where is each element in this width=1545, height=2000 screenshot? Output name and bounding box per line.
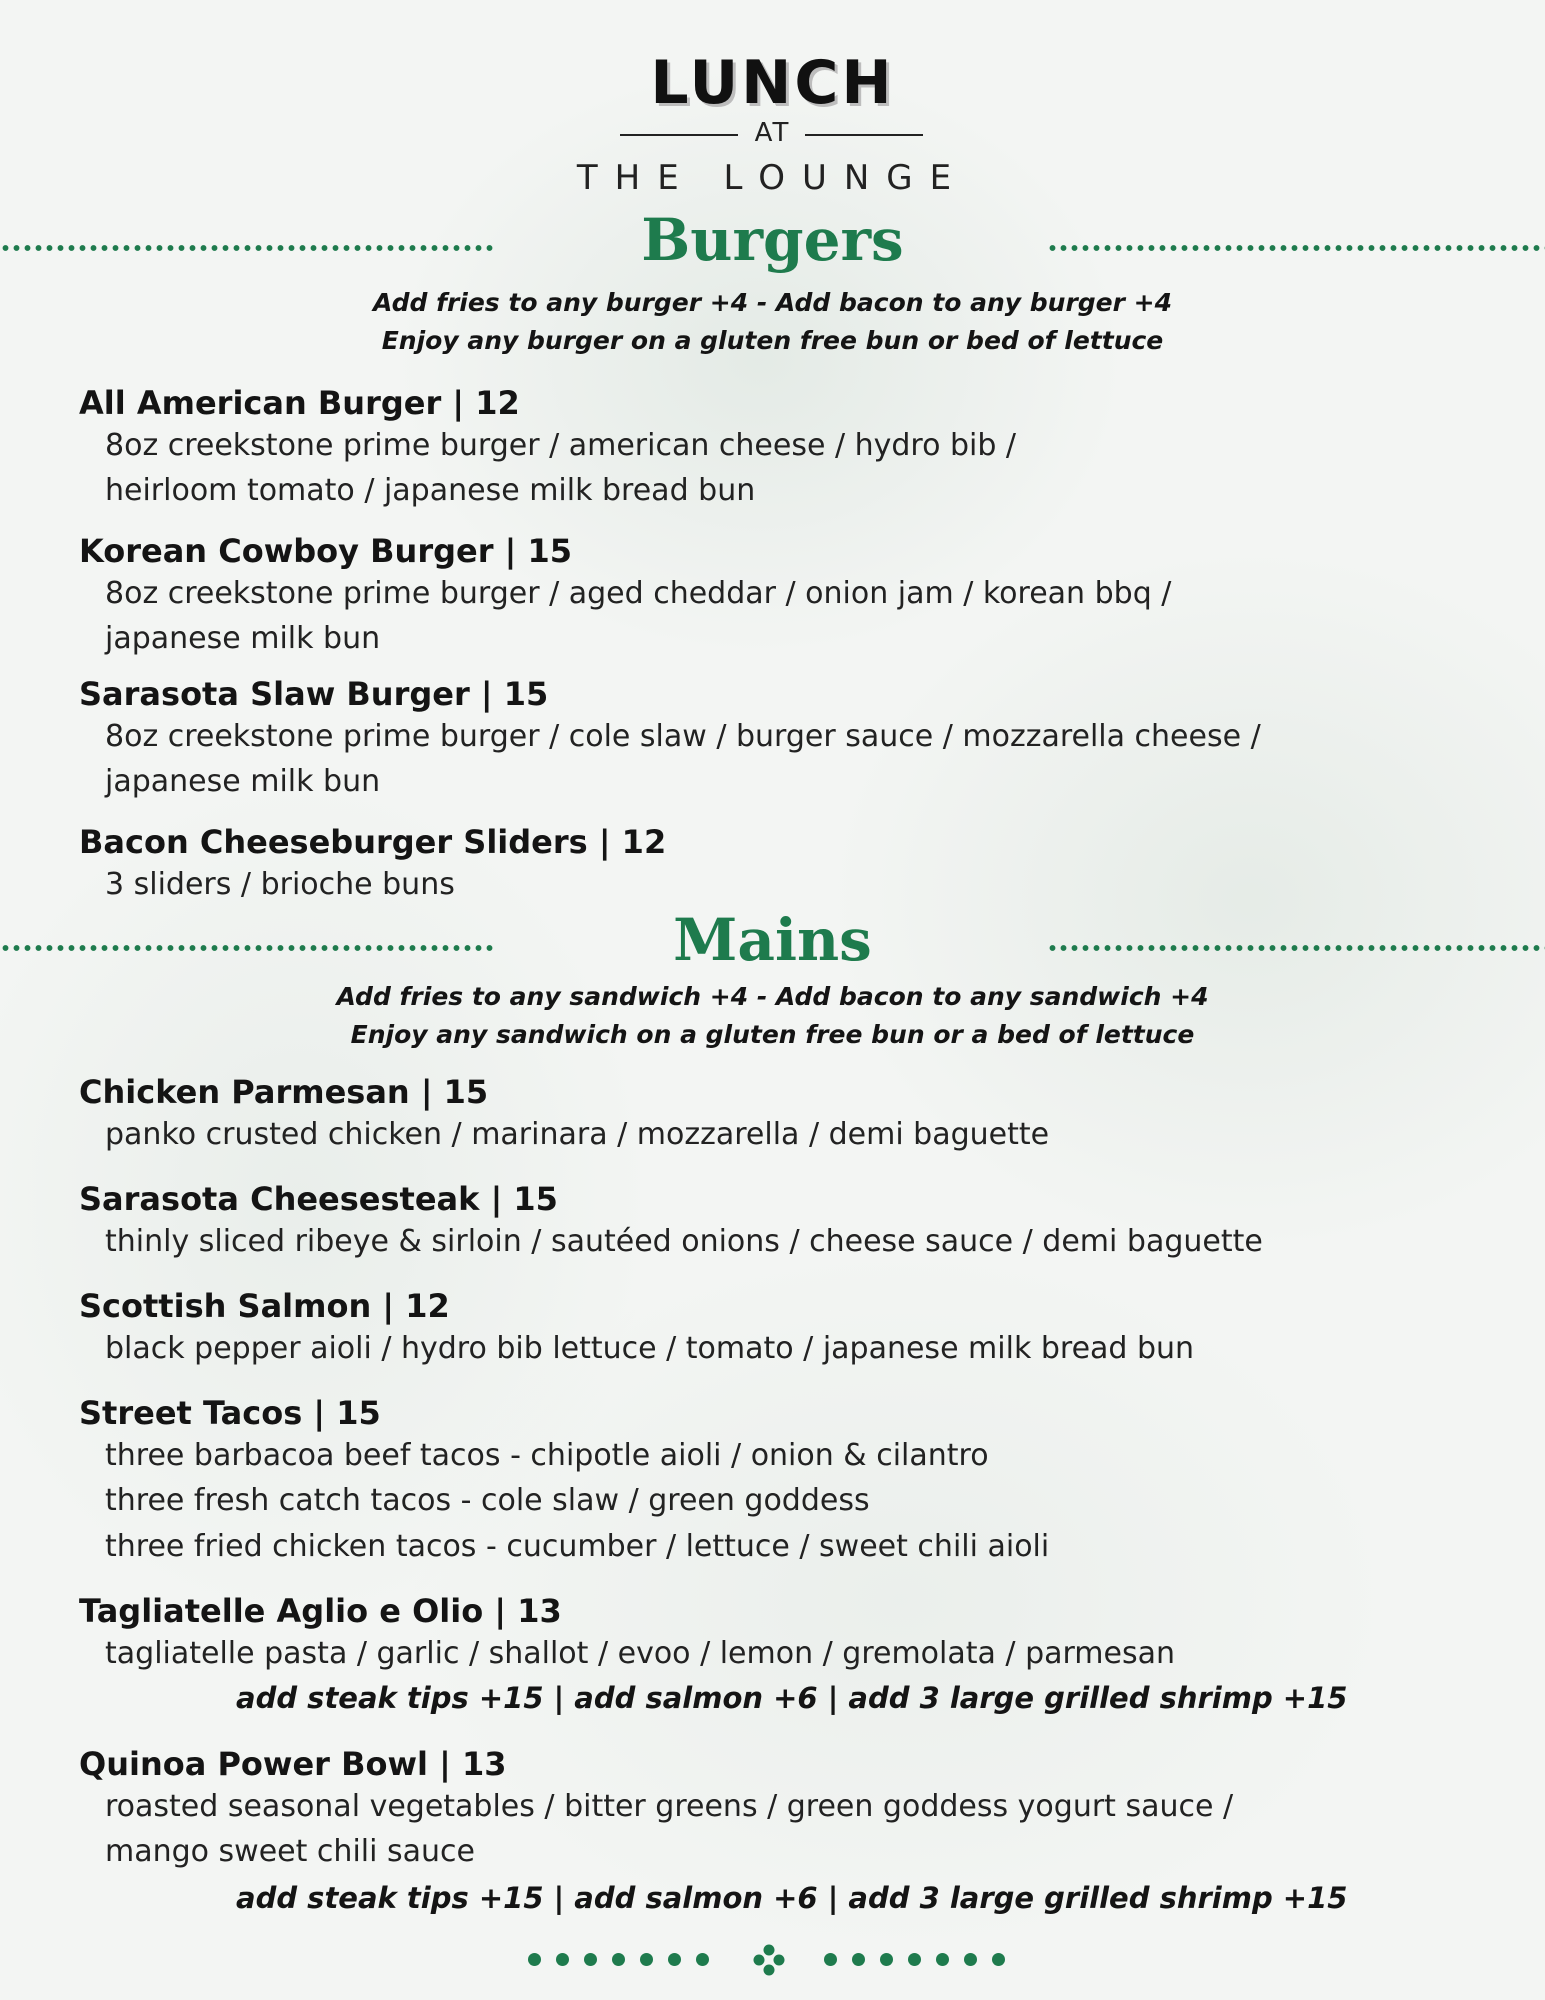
- menu-item-title: Chicken Parmesan | 15: [79, 1073, 489, 1111]
- menu-item-description: black pepper aioli / hydro bib lettuce / tomato / japanese milk bread bun: [105, 1331, 1195, 1366]
- ornament-dot: [640, 1953, 653, 1966]
- menu-item-title: All American Burger | 12: [79, 384, 520, 422]
- menu-item-description: three barbacoa beef tacos - chipotle aioli / onion & cilantro: [105, 1438, 989, 1473]
- menu-item-description: mango sweet chili sauce: [105, 1834, 475, 1869]
- menu-item-title: Sarasota Slaw Burger | 15: [79, 675, 549, 713]
- menu-item-description: heirloom tomato / japanese milk bread bun: [105, 473, 756, 508]
- ornament-dot: [528, 1953, 541, 1966]
- mains-note-1: Add fries to any sandwich +4 - Add bacon to any sandwich +4: [336, 982, 1209, 1011]
- ornament-dot: [964, 1953, 977, 1966]
- logo-lunch: LUNCH: [650, 48, 895, 118]
- footer-ornament: [0, 1943, 1545, 1977]
- menu-item-description: 3 sliders / brioche buns: [105, 867, 455, 902]
- ornament-dot: [992, 1953, 1005, 1966]
- menu-item-title: Korean Cowboy Burger | 15: [79, 532, 572, 570]
- menu-item-description: 8oz creekstone prime burger / cole slaw / burger sauce / mozzarella cheese /: [105, 719, 1261, 754]
- menu-item-description: japanese milk bun: [105, 621, 381, 656]
- menu-item-description: thinly sliced ribeye & sirloin / sautéed onions / cheese sauce / demi baguette: [105, 1224, 1263, 1259]
- ornament-dot: [696, 1953, 709, 1966]
- menu-item-description: three fried chicken tacos - cucumber / lettuce / sweet chili aioli: [105, 1529, 1050, 1564]
- menu-item-description: 8oz creekstone prime burger / american cheese / hydro bib /: [105, 428, 1017, 463]
- menu-item-title: Sarasota Cheesesteak | 15: [79, 1180, 558, 1218]
- menu-item-addons: add steak tips +15 | add salmon +6 | add 3 large grilled shrimp +15: [236, 1681, 1348, 1715]
- menu-item-title: Tagliatelle Aglio e Olio | 13: [79, 1592, 562, 1630]
- burgers-note-1: Add fries to any burger +4 - Add bacon to any burger +4: [373, 288, 1172, 317]
- ornament-dot: [612, 1953, 625, 1966]
- menu-item-description: 8oz creekstone prime burger / aged cheddar / onion jam / korean bbq /: [105, 576, 1172, 611]
- menu-item-description: three fresh catch tacos - cole slaw / green goddess: [105, 1483, 870, 1518]
- ornament-dot: [584, 1953, 597, 1966]
- ornament-dot: [936, 1953, 949, 1966]
- menu-item-title: Bacon Cheeseburger Sliders | 12: [79, 823, 667, 861]
- clover-ornament-icon: [752, 1943, 786, 1977]
- menu-item-title: Quinoa Power Bowl | 13: [79, 1745, 507, 1783]
- menu-item-title: Street Tacos | 15: [79, 1394, 381, 1432]
- ornament-dot: [556, 1953, 569, 1966]
- logo-rule-right: [805, 134, 923, 136]
- burgers-note-2: Enjoy any burger on a gluten free bun or bed of lettuce: [381, 326, 1164, 355]
- menu-item-title: Scottish Salmon | 12: [79, 1287, 450, 1325]
- logo-at-text: AT: [754, 118, 791, 148]
- menu-item-description: panko crusted chicken / marinara / mozzarella / demi baguette: [105, 1117, 1050, 1152]
- section-title-mains: Mains: [673, 906, 872, 974]
- ornament-dot: [852, 1953, 865, 1966]
- logo-at: [0, 118, 1545, 158]
- mains-note-2: Enjoy any sandwich on a gluten free bun or a bed of lettuce: [350, 1020, 1195, 1049]
- ornament-dot: [908, 1953, 921, 1966]
- menu-item-description: tagliatelle pasta / garlic / shallot / evoo / lemon / gremolata / parmesan: [105, 1636, 1176, 1671]
- ornament-dot: [668, 1953, 681, 1966]
- logo-the-lounge: THE LOUNGE: [576, 158, 969, 198]
- logo-rule-left: [620, 134, 738, 136]
- menu-item-description: japanese milk bun: [105, 764, 381, 799]
- section-title-burgers: Burgers: [641, 206, 904, 274]
- menu-item-addons: add steak tips +15 | add salmon +6 | add 3 large grilled shrimp +15: [236, 1881, 1348, 1915]
- ornament-dot: [880, 1953, 893, 1966]
- menu-item-description: roasted seasonal vegetables / bitter greens / green goddess yogurt sauce /: [105, 1789, 1234, 1824]
- ornament-dot: [824, 1953, 837, 1966]
